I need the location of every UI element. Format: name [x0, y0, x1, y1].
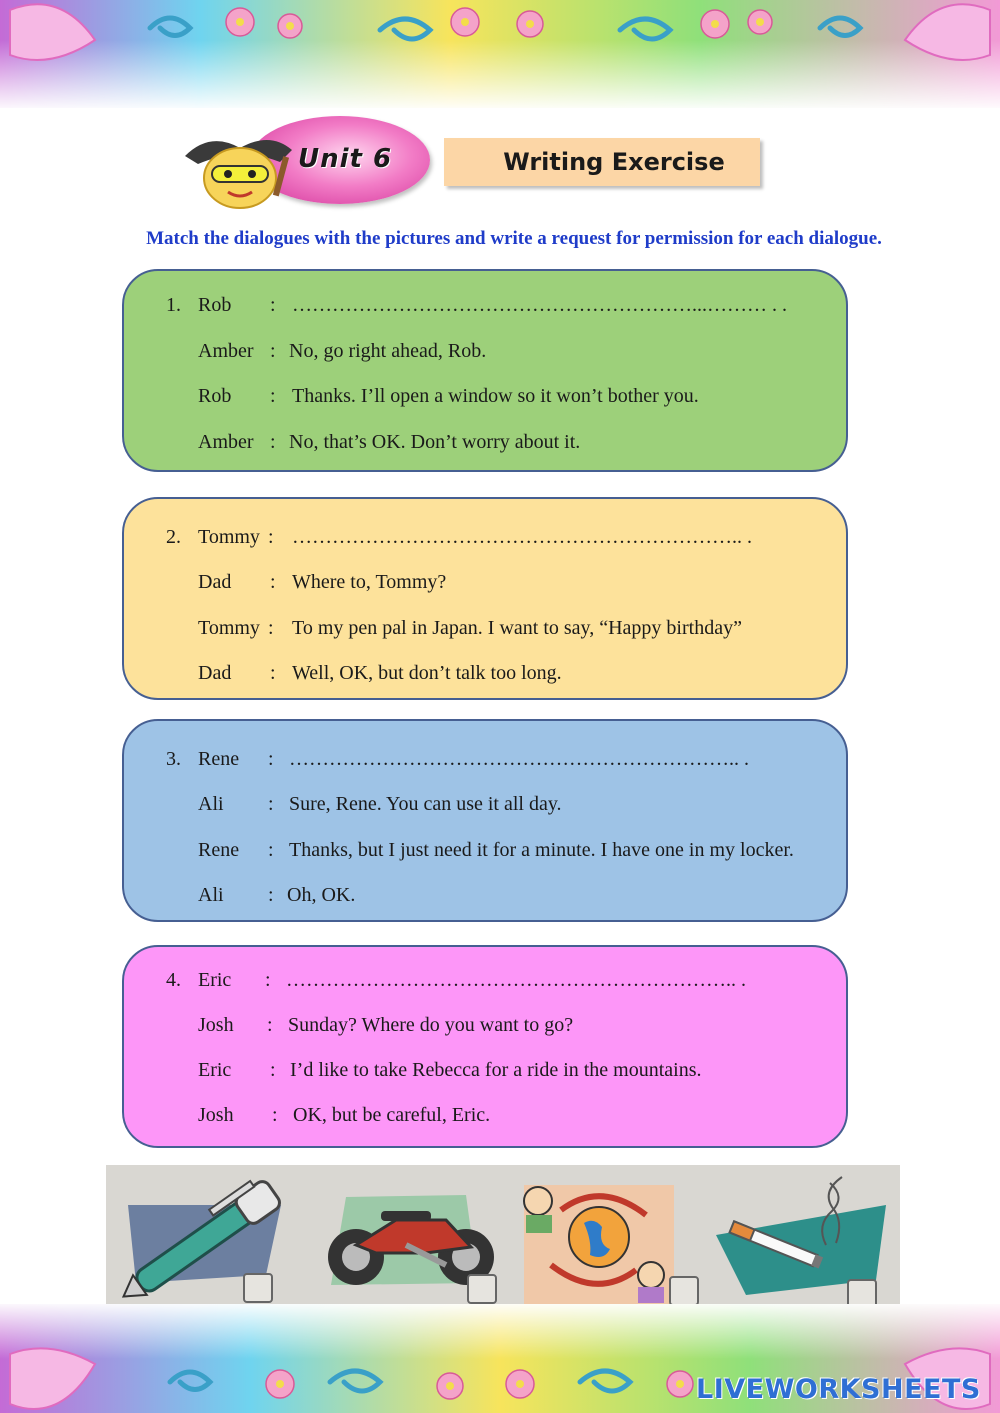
- colon: :: [270, 294, 276, 316]
- colon: :: [270, 385, 276, 407]
- colon: :: [270, 431, 276, 453]
- colon: :: [268, 526, 274, 548]
- dialogue-box-4: [122, 945, 848, 1148]
- speaker: Rene: [198, 748, 240, 770]
- colon: :: [272, 1104, 278, 1126]
- colon: :: [268, 748, 274, 770]
- cigarette-icon: [716, 1177, 886, 1295]
- dialogue-text: No, go right ahead, Rob.: [289, 340, 487, 362]
- dialogue-text: No, that’s OK. Don’t worry about it.: [289, 431, 581, 453]
- answer-blank[interactable]: ………………………………………………………….. .: [286, 969, 746, 991]
- motorcycle-icon: [328, 1195, 494, 1285]
- speaker: Josh: [198, 1104, 234, 1126]
- colon: :: [268, 617, 274, 639]
- liveworksheets-logo: LIVEWORKSHEETS: [696, 1374, 981, 1405]
- colon: :: [270, 340, 276, 362]
- speaker: Eric: [198, 969, 232, 991]
- checkbox-pen[interactable]: [243, 1273, 273, 1303]
- colon: :: [270, 662, 276, 684]
- dialogue-text: Sunday? Where do you want to go?: [288, 1014, 574, 1036]
- dialogue-text: Thanks. I’ll open a window so it won’t bother you.: [292, 385, 699, 407]
- dialogue-text: I’d like to take Rebecca for a ride in the mountains.: [290, 1059, 702, 1081]
- dialogue-number: 2.: [166, 526, 181, 548]
- checkbox-phone[interactable]: [669, 1276, 699, 1306]
- dialogue-text: Thanks, but I just need it for a minute. I have one in my locker.: [289, 839, 794, 861]
- dialogue-number: 1.: [166, 294, 181, 316]
- dialogue-number: 3.: [166, 748, 181, 770]
- dialogue-number: 4.: [166, 969, 181, 991]
- speaker: Ali: [198, 884, 224, 906]
- dialogue-text: OK, but be careful, Eric.: [293, 1104, 491, 1126]
- speaker: Eric: [198, 1059, 232, 1081]
- colon: :: [268, 793, 274, 815]
- colon: :: [265, 969, 271, 991]
- instruction-text: Match the dialogues with the pictures and write a request for permission for each dialogue.: [146, 228, 882, 249]
- dialogue-text: Oh, OK.: [287, 884, 356, 906]
- colon: :: [268, 884, 274, 906]
- dialogue-text: To my pen pal in Japan. I want to say, “Happy birthday”: [292, 617, 742, 639]
- phone-globe-icon: [524, 1185, 674, 1310]
- dialogue-box-1: [122, 269, 848, 472]
- colon: :: [270, 571, 276, 593]
- dialogue-box-3: [122, 719, 848, 922]
- speaker: Dad: [198, 571, 232, 593]
- checkbox-motorcycle[interactable]: [467, 1274, 497, 1304]
- unit-badge: [180, 116, 440, 211]
- answer-blank[interactable]: ………………………………………………………….. .: [292, 526, 752, 548]
- colon: :: [268, 839, 274, 861]
- dialogue-box-2: [122, 497, 848, 700]
- speaker: Tommy: [198, 526, 260, 548]
- speaker: Tommy: [198, 617, 260, 639]
- page-title: Writing Exercise: [444, 138, 760, 186]
- answer-blank[interactable]: ……………………………………………………...……… . .: [292, 294, 787, 316]
- speaker: Dad: [198, 662, 232, 684]
- dialogue-text: Sure, Rene. You can use it all day.: [289, 793, 562, 815]
- answer-blank[interactable]: ………………………………………………………….. .: [289, 748, 749, 770]
- picture-strip: [106, 1165, 900, 1318]
- pictures-illustration: [106, 1165, 900, 1318]
- mascot-icon: [180, 126, 300, 216]
- dialogue-text: Well, OK, but don’t talk too long.: [292, 662, 562, 684]
- colon: :: [267, 1014, 273, 1036]
- unit-label: Unit 6: [298, 144, 393, 174]
- speaker: Amber: [198, 340, 254, 362]
- speaker: Amber: [198, 431, 254, 453]
- speaker: Josh: [198, 1014, 234, 1036]
- speaker: Ali: [198, 793, 224, 815]
- speaker: Rene: [198, 839, 240, 861]
- top-floral-banner: [0, 0, 1000, 108]
- colon: :: [270, 1059, 276, 1081]
- dialogue-text: Where to, Tommy?: [292, 571, 447, 593]
- speaker: Rob: [198, 385, 232, 407]
- speaker: Rob: [198, 294, 232, 316]
